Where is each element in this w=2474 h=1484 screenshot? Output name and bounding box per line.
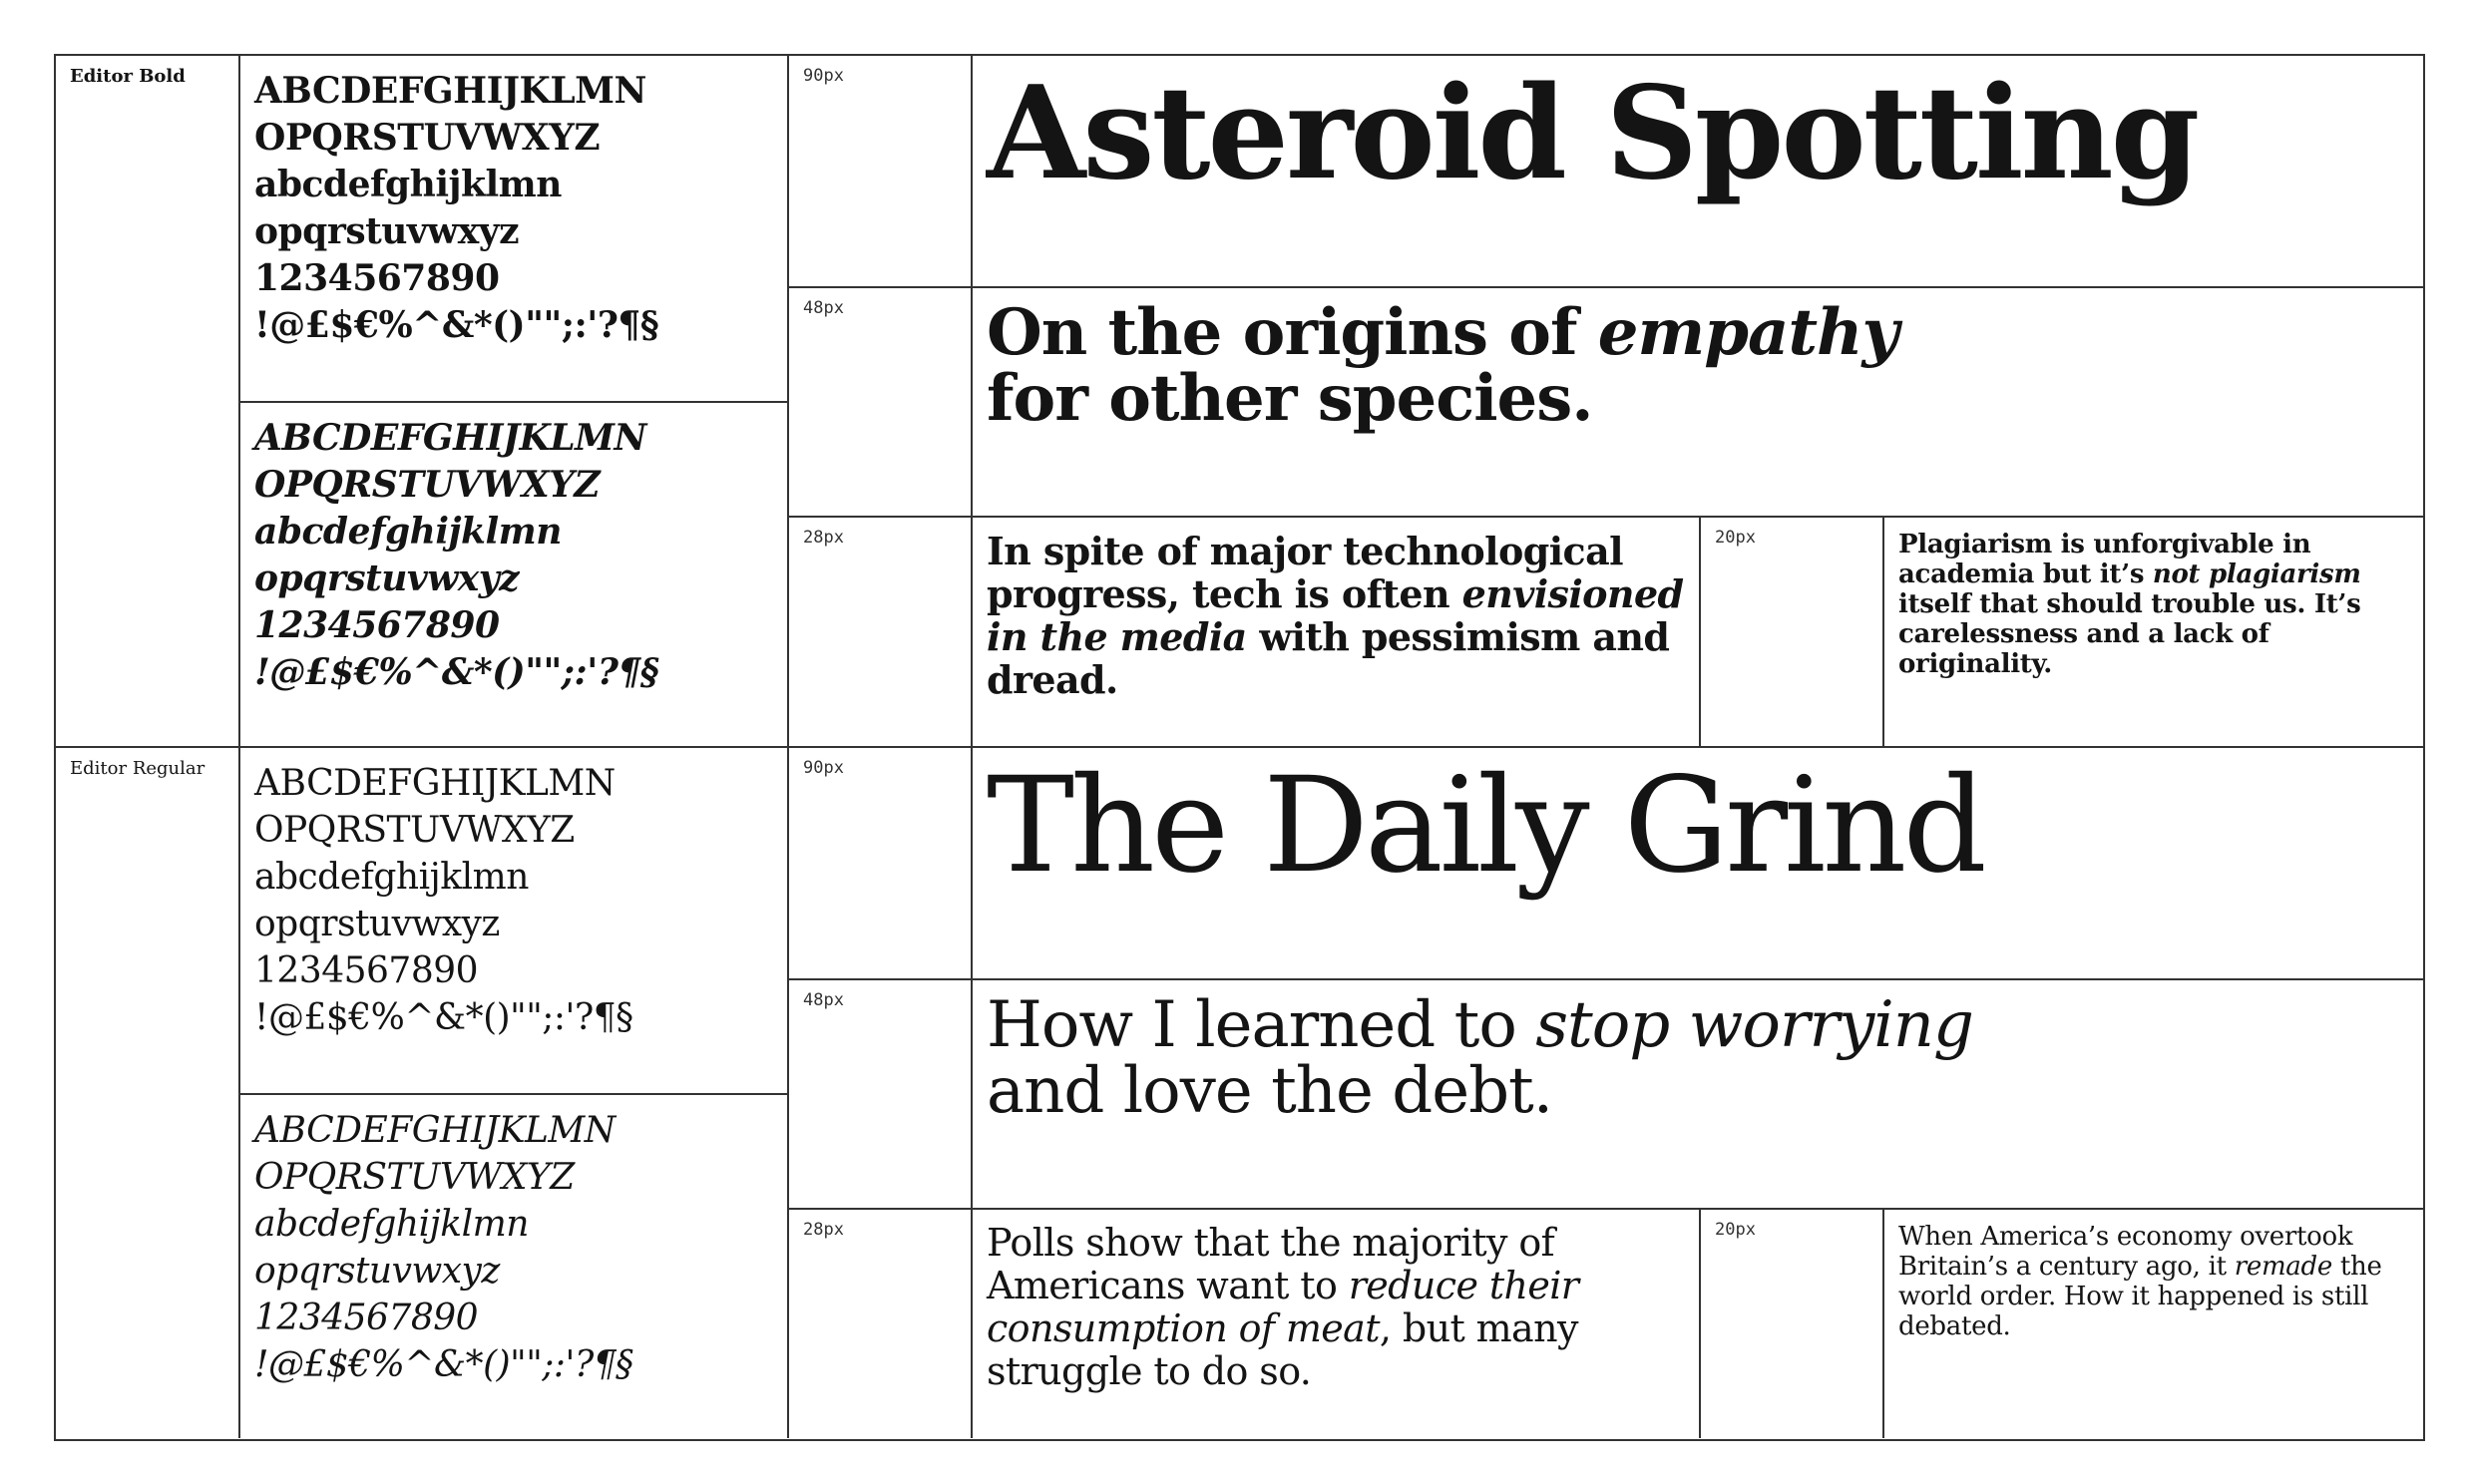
sample-28-text bbox=[987, 1222, 1685, 1393]
sample-90-text: Asteroid Spotting bbox=[987, 59, 2198, 208]
glyph-line: 1234567890 bbox=[254, 950, 479, 991]
sample-20-part: Plagiarism is unforgivable in academia but it’s bbox=[1898, 530, 2311, 589]
sample-28-part: Polls show that the majority of Americans want to bbox=[987, 1221, 1555, 1307]
glyph-line: !@£$€%^&*()"";:'?¶§ bbox=[254, 1344, 633, 1385]
size-cell-90 bbox=[787, 56, 971, 286]
sample-20-text bbox=[1898, 1222, 2409, 1341]
glyph-line: 1234567890 bbox=[254, 604, 500, 646]
sample-28-part: In spite of major technological progress, tech is often bbox=[987, 529, 1623, 616]
sample-48-italic: empathy bbox=[1597, 295, 1898, 370]
sample-90-text: The Daily Grind bbox=[987, 749, 1983, 903]
sample-90-cell bbox=[971, 748, 2423, 978]
size-tag: 28px bbox=[803, 528, 844, 548]
sample-28-italic: reduce their consumption of meat bbox=[987, 1264, 1579, 1350]
glyph-set-italic bbox=[238, 1093, 787, 1438]
sample-28-part: , but many struggle to do so. bbox=[987, 1306, 1578, 1393]
sample-20-italic: not plagiarism bbox=[2152, 559, 2361, 589]
sample-20-italic: remade bbox=[2234, 1252, 2332, 1282]
glyph-line: abcdefghijklmn bbox=[254, 1204, 529, 1245]
size-tag: 20px bbox=[1715, 528, 1756, 548]
sample-48-text bbox=[987, 988, 2409, 1128]
glyph-line: OPQRSTUVWXYZ bbox=[254, 810, 575, 851]
size-tag: 90px bbox=[803, 758, 844, 778]
glyph-line: OPQRSTUVWXYZ bbox=[254, 464, 601, 506]
glyph-line: ABCDEFGHIJKLMN bbox=[254, 1110, 616, 1151]
sample-20-part: the world order. How it happened is still debated. bbox=[1898, 1252, 2382, 1341]
size-cell-48 bbox=[787, 286, 971, 516]
glyph-line: ABCDEFGHIJKLMN bbox=[254, 763, 616, 804]
size-tag: 90px bbox=[803, 66, 844, 86]
glyph-line: ABCDEFGHIJKLMN bbox=[254, 417, 646, 459]
type-specimen-sheet bbox=[54, 54, 2425, 1441]
size-cell-20 bbox=[1699, 1208, 1882, 1438]
glyph-line: OPQRSTUVWXYZ bbox=[254, 1157, 575, 1198]
glyph-line: 1234567890 bbox=[254, 257, 500, 299]
sample-20-part: When America’s economy overtook Britain’s a century ago, it bbox=[1898, 1222, 2353, 1282]
size-cell-28 bbox=[787, 1208, 971, 1438]
glyph-set-roman bbox=[238, 56, 787, 401]
sample-20-part: itself that should trouble us. It’s carelessness and a lack of originality. bbox=[1898, 589, 2361, 679]
specimen-row-bold bbox=[56, 56, 2423, 746]
sample-48-text bbox=[987, 295, 2409, 436]
glyph-line: !@£$€%^&*()"";:'?¶§ bbox=[254, 304, 659, 346]
size-cell-28 bbox=[787, 516, 971, 746]
glyph-line: opqrstuvwxyz bbox=[254, 1251, 500, 1292]
glyph-line: opqrstuvwxyz bbox=[254, 904, 500, 944]
specimen-row-regular bbox=[56, 746, 2423, 1439]
glyph-line: ABCDEFGHIJKLMN bbox=[254, 70, 646, 112]
face-label-cell bbox=[56, 748, 238, 1439]
sample-28-italic: envisioned in the media bbox=[987, 571, 1684, 659]
sample-48-part: for other species. bbox=[987, 361, 1593, 436]
glyph-line: 1234567890 bbox=[254, 1298, 479, 1338]
glyph-line: abcdefghijklmn bbox=[254, 164, 562, 205]
glyph-line: !@£$€%^&*()"";:'?¶§ bbox=[254, 651, 659, 693]
sample-28-text bbox=[987, 530, 1685, 701]
sample-48-part: On the origins of bbox=[987, 295, 1598, 370]
glyph-line: OPQRSTUVWXYZ bbox=[254, 117, 601, 159]
glyph-line: abcdefghijklmn bbox=[254, 511, 562, 553]
sample-48-part: and love the debt. bbox=[987, 1054, 1553, 1128]
face-label-cell bbox=[56, 56, 238, 746]
size-tag: 20px bbox=[1715, 1220, 1756, 1240]
sample-48-part: How I learned to bbox=[987, 988, 1536, 1062]
glyph-set-italic bbox=[238, 401, 787, 746]
sample-20-text bbox=[1898, 530, 2409, 679]
glyph-line: !@£$€%^&*()"";:'?¶§ bbox=[254, 997, 633, 1038]
sample-48-italic: stop worrying bbox=[1535, 988, 1973, 1062]
face-name: Editor Regular bbox=[70, 758, 206, 779]
face-name: Editor Bold bbox=[70, 66, 186, 87]
size-cell-48 bbox=[787, 978, 971, 1208]
size-cell-90 bbox=[787, 748, 971, 978]
glyph-line: abcdefghijklmn bbox=[254, 857, 529, 898]
sample-20-cell bbox=[1882, 516, 2423, 746]
sample-28-part: with pessimism and dread. bbox=[987, 614, 1670, 702]
size-tag: 48px bbox=[803, 990, 844, 1010]
glyph-line: opqrstuvwxyz bbox=[254, 557, 520, 599]
sample-90-cell bbox=[971, 56, 2423, 286]
sample-48-cell bbox=[971, 978, 2423, 1208]
sample-20-cell bbox=[1882, 1208, 2423, 1438]
size-cell-20 bbox=[1699, 516, 1882, 746]
sample-28-cell bbox=[971, 516, 1699, 746]
size-tag: 48px bbox=[803, 298, 844, 318]
sample-48-cell bbox=[971, 286, 2423, 516]
size-tag: 28px bbox=[803, 1220, 844, 1240]
glyph-set-roman bbox=[238, 748, 787, 1093]
glyph-line: opqrstuvwxyz bbox=[254, 210, 520, 252]
sample-28-cell bbox=[971, 1208, 1699, 1438]
